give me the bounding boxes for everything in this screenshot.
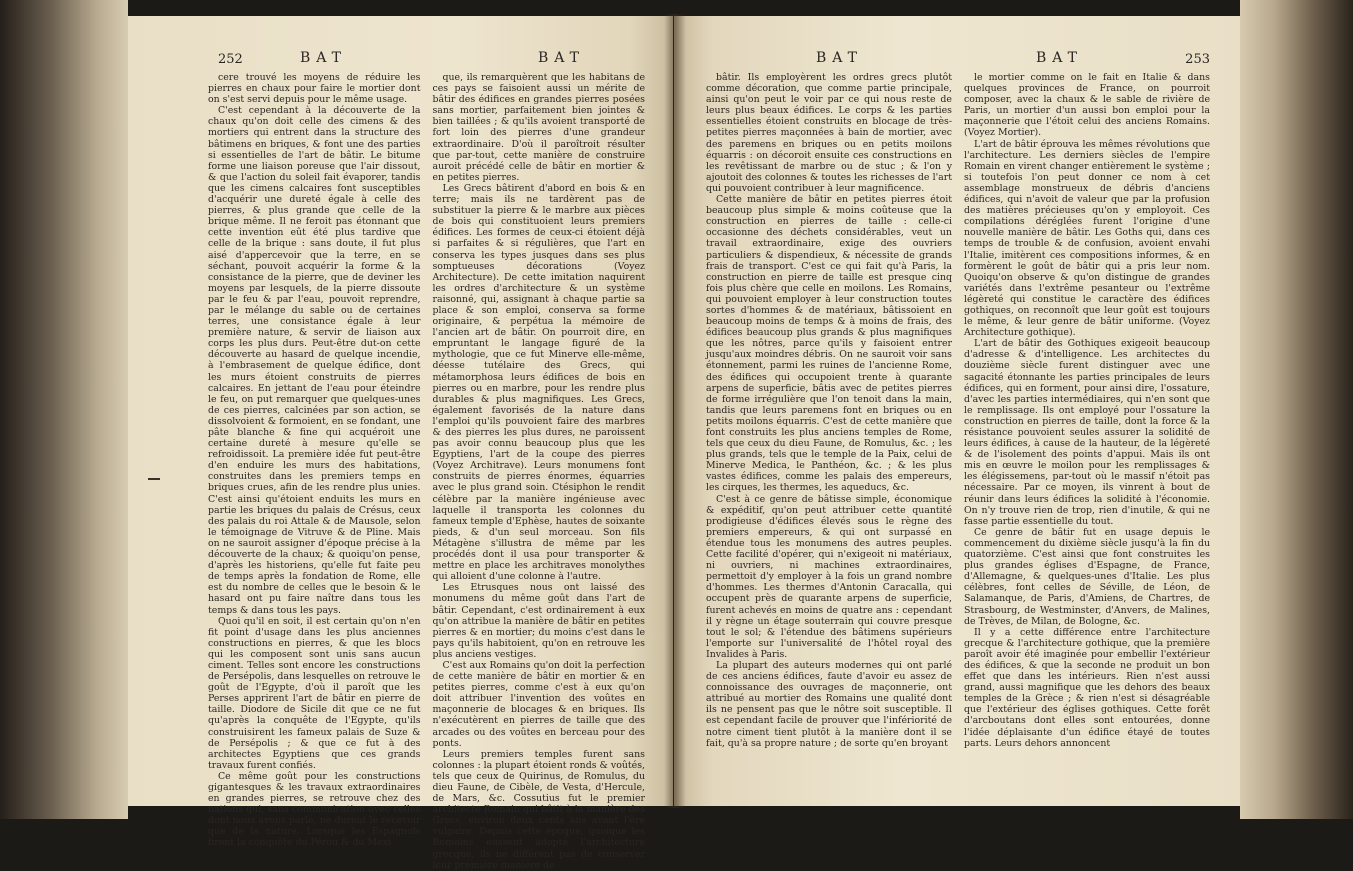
right-head-word-2: BAT [1036, 50, 1083, 66]
left-page-edges [0, 0, 128, 819]
paragraph: C'est cependant à la découverte de la chaux qu'on doit celle des cimens & des mortiers qui entrent dans la structure des bâtimens en briques, & font une des parties si essentielles de l'art de bâtir. Le bitume forme une liaison poreuse que l'air dissout, & que l'action du soleil fait évaporer, tandis que les cimens calcaires font susceptibles d'acquérir une dureté égale à celle des pierres, & plus grande que celle de la brique même. Il ne feroit pas étonnant que cette invention eût été plus tardive que celle de la brique : sans doute, il fut plus aisé d'appercevoir que la terre, en se séchant, pouvoit acquérir la forme & la consistance de la pierre, que de deviner les moyens par lesquels, de la pierre dissoute par le feu & par l'eau, pouvoit reprendre, par le mélange du sable ou de certaines terres, une consistance égale à leur première nature, & servir de liaison aux corps les plus durs. Peut-être dut-on cette découverte au hasard de quelque incendie, à l'embrasement de quelque édifice, dont les murs étoient construits de pierres calcaires. En jettant de l'eau pour éteindre le feu, on put remarquer que quelques-unes de ces pierres, calcinées par son action, se dissolvoient & formoient, en se fondant, une pâte blanche & fine qui acquéroit une certaine dureté à mesure qu'elle se refroidissoit. La première idée fut peut-être d'en enduire les murs des habitations, construites dans les premiers temps en briques crues, afin de les rendre plus unies. C'est ainsi qu'étoient enduits les murs en partie les briques du palais de Crésus, ceux des palais du roi Attale & de Mausole, selon le témoignage de Vitruve & de Pline. Mais on ne sauroit assigner d'époque précise à la découverte de la chaux; & quoiqu'on pense, d'après les historiens, qu'elle fut faite peu de temps après la fondation de Rome, elle est du nombre de celles que le besoin & le hasard ont pu faire naître dans tous les temps & dans tous les pays. [208, 105, 421, 616]
paragraph: Ce même goût pour les constructions gigantesques & les travaux extraordinaires en grandes pierres, se retrouve chez des nations qui, sans communication avec celles dont nous avons parlé, ne durent le recevoir que de la nature. Lorsque les Espagnols firent la conquête du Pérou & du Mexi- [208, 770, 421, 849]
paragraph: bâtir. Ils employèrent les ordres grecs plutôt comme décoration, que comme partie principale, ainsi qu'on peut le voir par ce qui nous reste de leurs plus beaux édifices. Le corps & les parties essentielles étoient construits en blocage de très-petites pierres maçonnées à bain de mortier, avec des paremens en briques ou en petits moilons équarris : on décoroit ensuite ces constructions en les revêtissant de marbre ou de stuc ; & l'on y ajoutoit des colonnes & toutes les richesses de l'art qui pouvoient contribuer à leur magnificence. [706, 72, 952, 194]
left-page-number: 252 [218, 52, 243, 67]
left-head-word-2: BAT [538, 50, 585, 66]
left-column-1 [208, 72, 421, 849]
paragraph: Ce genre de bâtir fut en usage depuis le commencement du dixième siècle jusqu'à la fin du quatorzième. C'est ainsi que font construites les plus grandes églises d'Espagne, de France, d'Allemagne, & quelques-unes d'Italie. Les plus célèbres, font celles de Séville, de Léon, de Salamanque, de Paris, d'Amiens, de Chartres, de Strasbourg, de Westminster, d'Anvers, de Malines, de Trèves, de Milan, de Bologne, &c. [964, 526, 1210, 627]
paragraph: Quoi qu'il en soit, il est certain qu'on n'en fit point d'usage dans les plus anciennes constructions en pierres, & que les blocs qui les composent sont unis sans aucun ciment. Telles sont encore les constructions de Persépolis, dans lesquelles on retrouve le goût de l'Egypte, d'où il paroît que les Perses apprirent l'art de bâtir en pierre de taille. Diodore de Sicile dit que ce ne fut qu'après la conquête de l'Egypte, qu'ils construisirent les fameux palais de Suze & de Persépolis ; & que ce fut à des architectes Egyptiens que ces grands travaux furent confiés. [208, 615, 421, 771]
paragraph: Les Grecs bâtirent d'abord en bois & en terre; mais ils ne tardèrent pas de substituer la pierre & le marbre aux pièces de bois qui constituoient leurs premiers édifices. Les formes de ceux-ci étoient déjà si parfaites & si régulières, que l'art en conserva les types jusques dans ses plus somptueuses décorations (Voyez Architecture). De cette imitation naquirent les ordres d'architecture & un système raisonné, qui, assignant à chaque partie sa place & son emploi, conserva sa forme originaire, & perpétua la mémoire de l'ancien art de bâtir. On pourroit dire, en empruntant le langage figuré de la mythologie, que ce fut Minerve elle-même, déesse tutélaire des Grecs, qui métamorphosa leurs édifices de bois en pierres ou en marbre, pour les rendre plus durables & plus magnifiques. Les Grecs, également favorisés de la nature dans l'emploi qu'ils pouvoient faire des marbres & des pierres les plus dures, ne paroissent pas avoir connu beaucoup plus que les Egyptiens, l'art de la coupe des pierres (Voyez Architrave). Leurs monumens font construits de pierres énormes, équarries avec le plus grand soin. Ctésiphon le rendit célèbre par la manière ingénieuse avec laquelle il transporta les colonnes du fameux temple d'Ephèse, hautes de soixante pieds, & d'un seul morceau. Son fils Métagène s'illustra de même par les procédés dont il usa pour transporter & mettre en place les architraves monolythes qui alloient d'une colonne à l'autre. [432, 182, 645, 583]
paragraph: L'art de bâtir des Gothiques exigeoit beaucoup d'adresse & d'intelligence. Les architectes du douzième siècle furent distinguer avec une sagacité étonnante les parties principales de leurs édifices, qui en forment, pour ainsi dire, l'ossature, d'avec les parties intermédiaires, qui n'en sont que le remplissage. Ils ont employé pour l'ossature la construction en pierres de taille, dont la force & la résistance pouvoient seules assurer la solidité de leurs édifices, à cause de la hauteur, de la légèreté & de l'isolement des points d'appui. Mais ils ont mis en œuvre le moilon pour les remplissages & les élégissemens, par-tout où le massif n'étoit pas nécessaire. Par ce moyen, ils vinrent à bout de réunir dans leurs édifices la solidité à l'économie. On n'y trouve rien de trop, rien d'inutile, & qui ne fasse partie essentielle du tout. [964, 338, 1210, 527]
paragraph: Cette manière de bâtir en petites pierres étoit beaucoup plus simple & moins coûteuse que la construction en pierres de taille : celle-ci occasionne des déchets considérables, veut un travail extraordinaire, exige des ouvriers particuliers & dispendieux, & nécessite de grands frais de transport. C'est ce qui fait qu'à Paris, la construction en pierre de taille est presque cinq fois plus chère que celle en moilons. Les Romains, qui pouvoient employer à leur construction toutes sortes d'hommes & de matériaux, bâtissoient en beaucoup moins de temps & à moins de frais, des édifices beaucoup plus grands & plus magnifiques que les nôtres, parce qu'ils y faisoient entrer jusqu'aux moindres débris. On ne sauroit voir sans étonnement, parmi les ruines de l'ancienne Rome, des édifices qui occupoient trente à quarante arpens de superficie, bâtis avec de petites pierres de forme irrégulière que l'on tenoit dans la main, tandis que leurs paremens font en briques ou en petits moilons équarris. C'est de cette manière que font construits les plus anciens temples de Rome, tels que ceux du dieu Faune, de Romulus, &c. ; les plus grands, tels que le temple de la Paix, celui de Minerve Medica, le Panthéon, &c. ; & les plus vastes édifices, comme les palais des empereurs, les cirques, les thermes, les aqueducs, &c. [706, 194, 952, 494]
left-page [128, 16, 673, 871]
right-page-number: 253 [1185, 52, 1210, 67]
right-page-edges [1240, 0, 1353, 819]
right-running-head [706, 50, 1210, 72]
paragraph: Leurs premiers temples furent sans colonnes : la plupart étoient ronds & voûtés, tels que ceux de Quirinus, de Romulus, du dieu Faune, de Cibèle, de Vesta, d'Hercule, de Mars, &c. Cossutius fut le premier architecte Romain qui bâtit à la manière des Grecs, environ deux cents ans avant l'ère vulgaire. Depuis cette époque, quoique les Romains eussent adopté l'architecture grecque, ils ne différent pas de conserver leur première manière de [432, 748, 645, 871]
paragraph: cere trouvé les moyens de réduire les pierres en chaux pour faire le mortier dont on s'est servi depuis pour le même usage. [208, 72, 421, 106]
paragraph: Les Etrusques nous ont laissé des monumens du même goût dans l'art de bâtir. Cependant, c'est ordinairement à eux qu'on attribue la manière de bâtir en petites pierres & en mortier; du moins c'est dans le pays qu'ils habitoient, qu'on en retrouve les plus anciens vestiges. [432, 582, 645, 660]
right-page [674, 16, 1240, 806]
paragraph: L'art de bâtir éprouva les mêmes révolutions que l'architecture. Les derniers siècles de l'empire Romain en virent changer entièrement le système ; si toutefois l'on peut donner ce nom à cet assemblage monstrueux de débris d'anciens édifices, qui n'avoit de valeur que par la profusion des matières précieuses qu'on y employoit. Ces compilations déréglées furent l'origine d'une nouvelle manière de bâtir. Les Goths qui, dans ces temps de trouble & de confusion, avoient envahi l'Italie, imitèrent ces compositions informes, & en formèrent le goût de bâtir qui a pris leur nom. Quoiqu'on observe & qu'on distingue de grandes variétés dans l'extrême pesanteur ou l'extrême légèreté qui constitue le caractère des édifices gothiques, on reconnoît que leur goût est toujours le même, & leur genre de bâtir uniforme. (Voyez Architecture gothique). [964, 138, 1210, 339]
left-running-head [208, 50, 645, 72]
paragraph: Il y a cette différence entre l'architecture grecque & l'architecture gothique, que la première paroît avoir été imaginée pour embellir l'extérieur des édifices, & que la seconde ne produit un bon effet que dans les intérieurs. Rien n'est aussi grand, aussi magnifique que les dehors des beaux temples de la Grèce ; & rien n'est si désagréable que l'extérieur des églises gothiques. Cette forêt d'arcboutans dont elles sont entourées, donne l'idée déplaisante d'un édifice étayé de toutes parts. Leurs dehors annoncent [964, 626, 1210, 749]
paragraph: C'est à ce genre de bâtisse simple, économique & expéditif, qu'on peut attribuer cette quantité prodigieuse d'édifices élevés sous le règne des premiers empereurs, & qui ont surpassé en étendue tous les monumens des autres peuples. Cette facilité d'opérer, qui n'exigeoit ni matériaux, ni ouvriers, ni machines extraordinaires, permettoit d'y employer à la fois un grand nombre d'hommes. Les thermes d'Antonin Caracalla, qui occupent près de quarante arpens de superficie, furent achevés en moins de quatre ans : cependant il y règne un étage souterrain qui couvre presque tout le sol; & l'étendue des bâtimens supérieurs l'emporte sur l'universalité de l'hôtel royal des Invalides à Paris. [706, 493, 952, 660]
paragraph: que, ils remarquèrent que les habitans de ces pays se faisoient aussi un mérite de bâtir des édifices en grandes pierres posées sans mortier, parfaitement bien jointes & bien taillées ; & qu'ils avoient transporté de fort loin des pierres d'une grandeur extraordinaire. D'où il paroîtroit résulter que par-tout, cette manière de construire auroit précédé celle de bâtir en mortier & en petites pierres. [432, 72, 645, 183]
book-gutter [664, 14, 686, 808]
margin-mark [148, 478, 160, 480]
paragraph: La plupart des auteurs modernes qui ont parlé de ces anciens édifices, faute d'avoir eu assez de connoissance des ouvrages de maçonnerie, ont attribué au mortier des Romains une qualité dont ils ne pensent pas que le nôtre soit susceptible. Il est cependant facile de prouver que l'infériorité de notre ciment tient plutôt à la manière dont il se fait, qu'à sa propre nature ; de sorte qu'en broyant [706, 659, 952, 749]
left-column-2 [432, 72, 646, 871]
paragraph: C'est aux Romains qu'on doit la perfection de cette manière de bâtir en mortier & en petites pierres, comme c'est à eux qu'on doit attribuer l'invention des voûtes en maçonnerie de blocages & en briques. Ils n'exécutèrent en pierres de taille que des arcades ou des voûtes en berceau pour des ponts. [432, 659, 645, 749]
paragraph: le mortier comme on le fait en Italie & dans quelques provinces de France, on pourroit composer, avec la chaux & le sable de rivière de Paris, un mortier d'un aussi bon emploi pour la maçonnerie que l'étoit celui des anciens Romains. (Voyez Mortier). [964, 72, 1210, 139]
right-column-2 [964, 72, 1210, 812]
right-column-1 [706, 72, 952, 812]
right-head-word-1: BAT [816, 50, 863, 66]
left-head-word-1: BAT [300, 50, 347, 66]
